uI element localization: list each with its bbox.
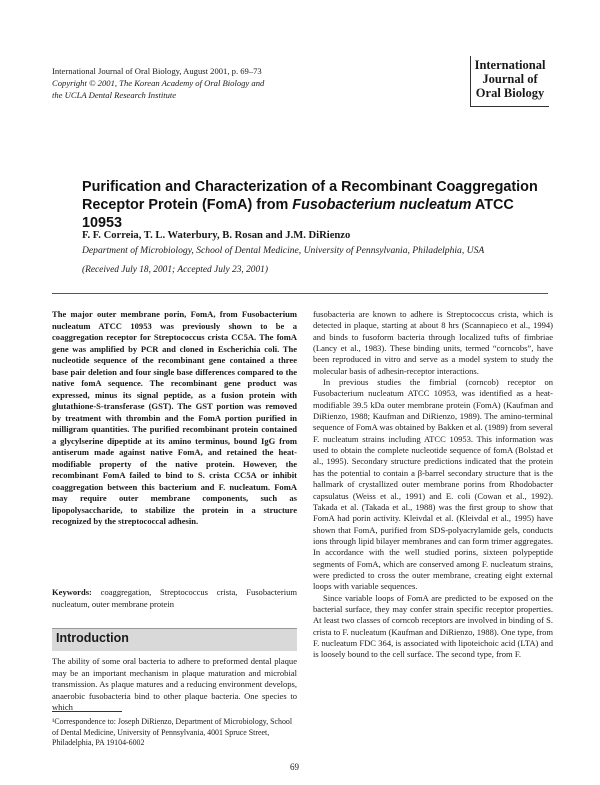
received-dates: (Received July 18, 2001; Accepted July 23, 2001) — [82, 265, 268, 275]
right-column — [313, 309, 553, 661]
footnote-divider — [52, 711, 122, 712]
citation-line-2: Copyright © 2001, The Korean Academy of Oral Biology and — [52, 78, 265, 88]
journal-name-line-2: Journal of — [482, 72, 538, 86]
affiliation: Department of Microbiology, School of Dental Medicine, University of Pennsylvania, Philadelphia, USA — [82, 245, 485, 256]
page-number: 69 — [290, 762, 299, 772]
section-heading: Introduction — [56, 631, 129, 645]
citation-line-3: the UCLA Dental Research Institute — [52, 90, 177, 100]
title-part-2: ATCC 10953 — [82, 197, 514, 231]
keywords-label: Keywords: — [52, 587, 92, 597]
footnote: ¹Correspondence to: Joseph DiRienzo, Department of Microbiology, School of Dental Medicine, University of Pennsylvania, 4001 Spruce Street, Philadelphia, PA 19104-6002 — [52, 717, 293, 747]
journal-name-box — [470, 56, 549, 107]
introduction-text — [52, 656, 297, 714]
body-paragraph-3: Since variable loops of FomA are predicted to be exposed on the bacterial surface, they may confer strain specific receptor properties. At least two classes of corncob receptors are involved in binding of S. crista to F. nucleatum (Kaufman and DiRienzo, 1988). One type, from F. nucleatum FDC 364, is associated with lipoteichoic acid (LTA) and is loosely bound to the cell surface. The second type, from F. — [313, 592, 553, 660]
journal-citation — [52, 65, 352, 101]
introduction-paragraph: The ability of some oral bacteria to adhere to preformed dental plaque may be an important mechanism in plaque maturation and microbial transmission. As plaque matures and a reducing environment develops, anaerobic fusobacteria bind to other plaque bacteria. One species to which — [52, 656, 297, 712]
citation-line-1: International Journal of Oral Biology, August 2001, p. 69–73 — [52, 66, 262, 76]
body-paragraph-1: fusobacteria are known to adhere is Streptococcus crista, which is detected in plaque, starting at about 8 hrs (Scannapieco et al., 1994) and binds to fusoform bacteria through localized tufts of fimbriae (Lancy et al., 1983). These binding units, termed “corncobs”, have been reproduced in vitro and serve as a model system to study the molecular basis of adhesin-receptor interactions. — [313, 309, 553, 376]
title-part-1: Purification and Characterization of a Recombinant Coaggregation Receptor Protein (FomA) from — [82, 179, 538, 213]
journal-name-line-3: Oral Biology — [475, 86, 545, 100]
keywords-text: coaggregation, Streptococcus crista, Fusobacterium nucleatum, outer membrane protein — [52, 587, 297, 609]
body-paragraph-2: In previous studies the fimbrial (corncob) receptor on Fusobacterium nucleatum ATCC 10953, was identified as a heat-modifiable 39.5 kDa outer membrane protein (FomA) (Kaufman and DiRienzo, 1988; Kaufman and DiRienzo, 1989). The amino-terminal sequence of FomA was obtained by Bakken et al. (1989) from several F. nucleatum strains including ATCC 10953. This information was used to obtain the complete nucleotide sequence of fomA (Bolstad et al., 1995). Secondary structure predictions indicated that the protein has the potential to contain a β-barrel secondary structure that is the hallmark of crystallized outer membrane porins from Rhodobacter capsulatus (Weiss et al., 1991) and E. coli (Cowan et al., 1992). Takada et al. (Takada et al., 1988) was the first group to show that FomA had porin activity. Kleivdal et al. (Kleivdal et al., 1995) have shown that FomA, purified from SDS-polyacrylamide gels, conducts ions through lipid bilayer membranes and can form trimer aggregates. In accordance with the well studied porins, sixteen polypeptide segments of FomA, which are conserved among F. nucleatum strains, were predicted to cross the outer membrane, creating eight external loops with variable sequences. — [313, 377, 553, 592]
keywords — [52, 587, 297, 610]
header-divider — [52, 293, 548, 294]
abstract — [52, 309, 297, 528]
title-species: Fusobacterium nucleatum — [292, 197, 472, 213]
authors: F. F. Correia, T. L. Waterbury, B. Rosan and J.M. DiRienzo — [82, 230, 351, 241]
journal-name-line-1: International — [474, 58, 546, 72]
abstract-text: The major outer membrane porin, FomA, from Fusobacterium nucleatum ATCC 10953 was previously shown to be a coaggregation receptor for Streptococcus crista CC5A. The fomA gene was amplified by PCR and cloned in Escherichia coli. The nucleotide sequence of the recombinant gene contained a three base pair deletion and four single base differences compared to the native fomA sequence. The recombinant gene product was expressed, minus its signal peptide, as a fusion protein with glutathione-S-transferase (GST). The GST portion was removed by treatment with thrombin and the FomA portion purified in milligram quantities. The purified recombinant protein contained a glycylserine dipeptide at its amino terminus, bound IgG from antiserum made against native FomA, and retained the heat-modifiable property of the native protein. However, the recombinant FomA failed to bind to S. crista CC5A or inhibit coaggregation between this bacterium and F. nucleatum. FomA may require outer membrane components, such as lipopolysaccharide, to stabilize the protein in a structure recognized by the streptococcal adhesin. — [52, 309, 297, 526]
paper-title — [82, 178, 542, 232]
